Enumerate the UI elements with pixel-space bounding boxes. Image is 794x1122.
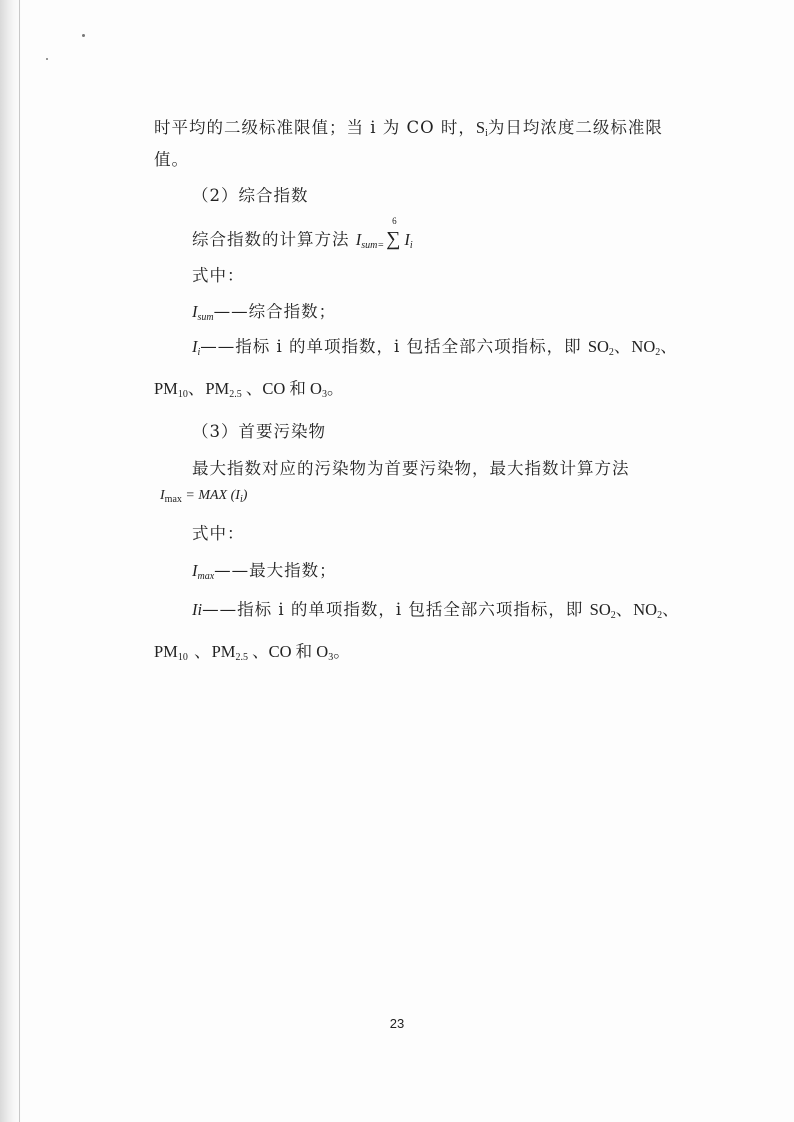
formula-sum: $I_{sum=}$ — [355, 230, 385, 251]
definition-continuation — [154, 375, 344, 400]
symbol: $I_{sum}$ — [192, 302, 214, 323]
page-number: 23 — [389, 1016, 405, 1031]
separator: 、 — [187, 642, 212, 661]
separator: 、 — [613, 337, 632, 356]
pollutant-co-o3: 、CO 和 $O_3$ — [241, 379, 327, 400]
symbol: Ii — [192, 600, 203, 619]
separator: 、 — [187, 379, 206, 398]
text-run: 时平均的二级标准限值；当 i 为 CO 时， — [154, 118, 476, 137]
separator: 、 — [615, 600, 634, 619]
paragraph-line — [154, 114, 663, 139]
separator: 、 — [660, 337, 678, 356]
definition-line — [192, 557, 337, 582]
paragraph-line: 值。 — [154, 150, 189, 169]
pollutant-no2: $NO_2$ — [631, 337, 661, 358]
definition-line — [192, 333, 678, 358]
text-run: 为日均浓度二级标准限 — [487, 118, 663, 137]
symbol: $I_i$ — [192, 337, 201, 358]
pollutant-pm10: $PM_{10}$ — [154, 642, 188, 663]
where-label: 式中： — [192, 524, 245, 543]
pollutant-pm25: $PM_{2.5}$ — [205, 379, 242, 400]
formula-rhs: = MAX $(I_i)$ — [181, 488, 248, 505]
pollutant-pm25: $PM_{2.5}$ — [211, 642, 248, 663]
where-label: 式中： — [192, 266, 245, 285]
formula-lhs: $I_{max}$ — [160, 488, 182, 505]
summation-sign: 6 ∑ — [386, 216, 401, 250]
section-heading: （3）首要污染物 — [192, 422, 326, 441]
formula-term: $I_i$ — [404, 230, 413, 251]
definition-line — [192, 596, 680, 621]
text-run: ——指标 i 的单项指数，i 包括全部六项指标，即 — [200, 337, 582, 356]
binding-line — [19, 0, 20, 1122]
text-run: ——指标 i 的单项指数，i 包括全部六项指标，即 — [202, 600, 584, 619]
pollutant-so2: $SO_2$ — [587, 337, 614, 358]
text-run: ——综合指数； — [213, 302, 337, 321]
scan-speck — [82, 34, 85, 37]
formula-line — [192, 216, 413, 251]
text-run: 。 — [326, 379, 345, 398]
paragraph-line: 最大指数对应的污染物为首要污染物，最大指数计算方法 — [192, 459, 630, 478]
text-run: 综合指数的计算方法 — [192, 230, 350, 249]
pollutant-co-o3: 、CO 和 $O_3$ — [247, 642, 334, 663]
pollutant-so2: $SO_2$ — [589, 600, 616, 621]
text-run: ——最大指数； — [214, 561, 337, 580]
separator: 、 — [662, 600, 680, 619]
definition-line — [192, 298, 336, 323]
scan-speck — [46, 58, 48, 60]
pollutant-no2: $NO_2$ — [633, 600, 663, 621]
definition-continuation — [154, 638, 351, 663]
section-heading: （2）综合指数 — [192, 186, 309, 205]
text-run: 。 — [333, 642, 351, 661]
pollutant-pm10: $PM_{10}$ — [154, 379, 188, 400]
si-symbol: $S_i$ — [475, 118, 488, 139]
formula-line — [160, 488, 247, 505]
symbol: $I_{max}$ — [192, 561, 215, 582]
